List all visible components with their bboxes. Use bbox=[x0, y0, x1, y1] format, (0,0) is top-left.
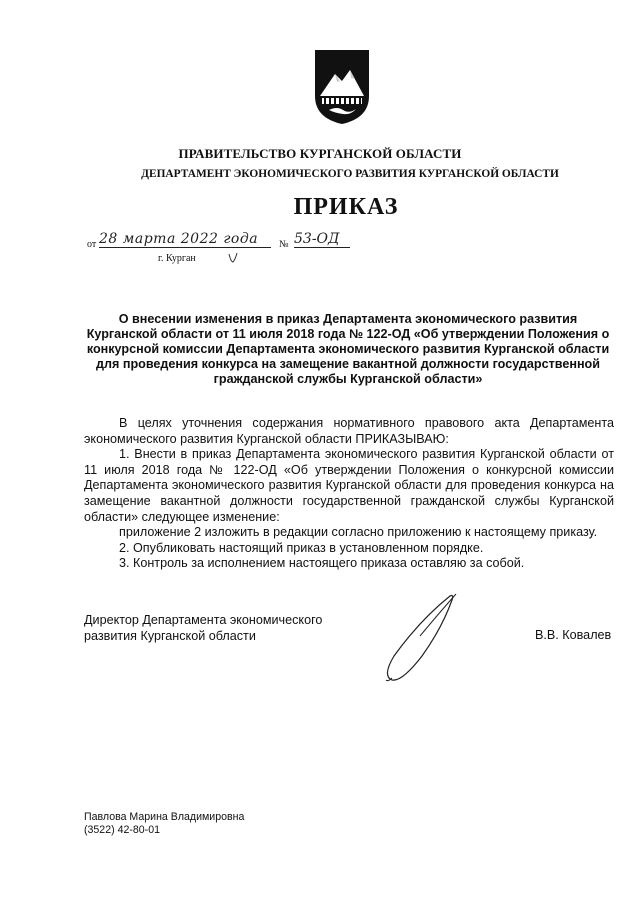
executor-name: Павлова Марина Владимировна bbox=[84, 811, 245, 823]
handwritten-date: 28 марта 2022 года bbox=[99, 231, 271, 248]
department-heading: ДЕПАРТАМЕНТ ЭКОНОМИЧЕСКОГО РАЗВИТИЯ КУРГАНСКОЙ ОБЛАСТИ bbox=[141, 168, 559, 180]
government-heading: ПРАВИТЕЛЬСТВО КУРГАНСКОЙ ОБЛАСТИ bbox=[178, 146, 462, 161]
date-number-row bbox=[87, 232, 357, 256]
handwritten-tick-mark bbox=[228, 252, 238, 264]
handwritten-signature bbox=[380, 590, 470, 690]
document-body bbox=[84, 416, 614, 572]
signatory-name: В.В. Ковалев bbox=[535, 628, 612, 642]
city-label: г. Курган bbox=[158, 253, 196, 264]
date-prefix: от bbox=[87, 239, 97, 250]
item-1-paragraph: 1. Внести в приказ Департамента экономического развития Курганской области от 11 июля 2018 года № 122-ОД «Об утверждении Положения о конкурсной комиссии Департамента экономического развития Курганской области для проведения конкурса на замещение вакантной должности государственной гражданской службы Курганской области» следующее изменение: bbox=[84, 447, 614, 524]
item-2-paragraph: 2. Опубликовать настоящий приказ в установленном порядке. bbox=[119, 540, 484, 555]
signatory-title-line-1: Директор Департамента экономического bbox=[84, 613, 323, 627]
item-3-paragraph: 3. Контроль за исполнением настоящего приказа оставляю за собой. bbox=[119, 556, 525, 571]
coat-of-arms-emblem bbox=[313, 48, 371, 126]
document-subject: О внесении изменения в приказ Департамента экономического развития Курганской области от 11 июля 2018 года № 122-ОД «Об утверждении Положения о конкурсной комиссии Департамента экономического развития Курганской области для проведения конкурса на замещение вакантной должности государственной гражданской службы Курганской области» bbox=[86, 312, 610, 386]
intro-paragraph: В целях уточнения содержания нормативного правового акта Департамента экономического развития Курганской области ПРИКАЗЫВАЮ: bbox=[84, 416, 614, 446]
handwritten-number: 53-ОД bbox=[294, 231, 350, 248]
executor-phone: (3522) 42-80-01 bbox=[84, 824, 160, 836]
number-prefix: № bbox=[279, 239, 289, 250]
item-1-change-paragraph: приложение 2 изложить в редакции согласно приложению к настоящему приказу. bbox=[119, 525, 598, 540]
signatory-title-line-2: развития Курганской области bbox=[84, 629, 256, 643]
executor-contact bbox=[84, 811, 244, 837]
signatory-title bbox=[84, 612, 374, 644]
document-type-title: ПРИКАЗ bbox=[293, 194, 399, 220]
